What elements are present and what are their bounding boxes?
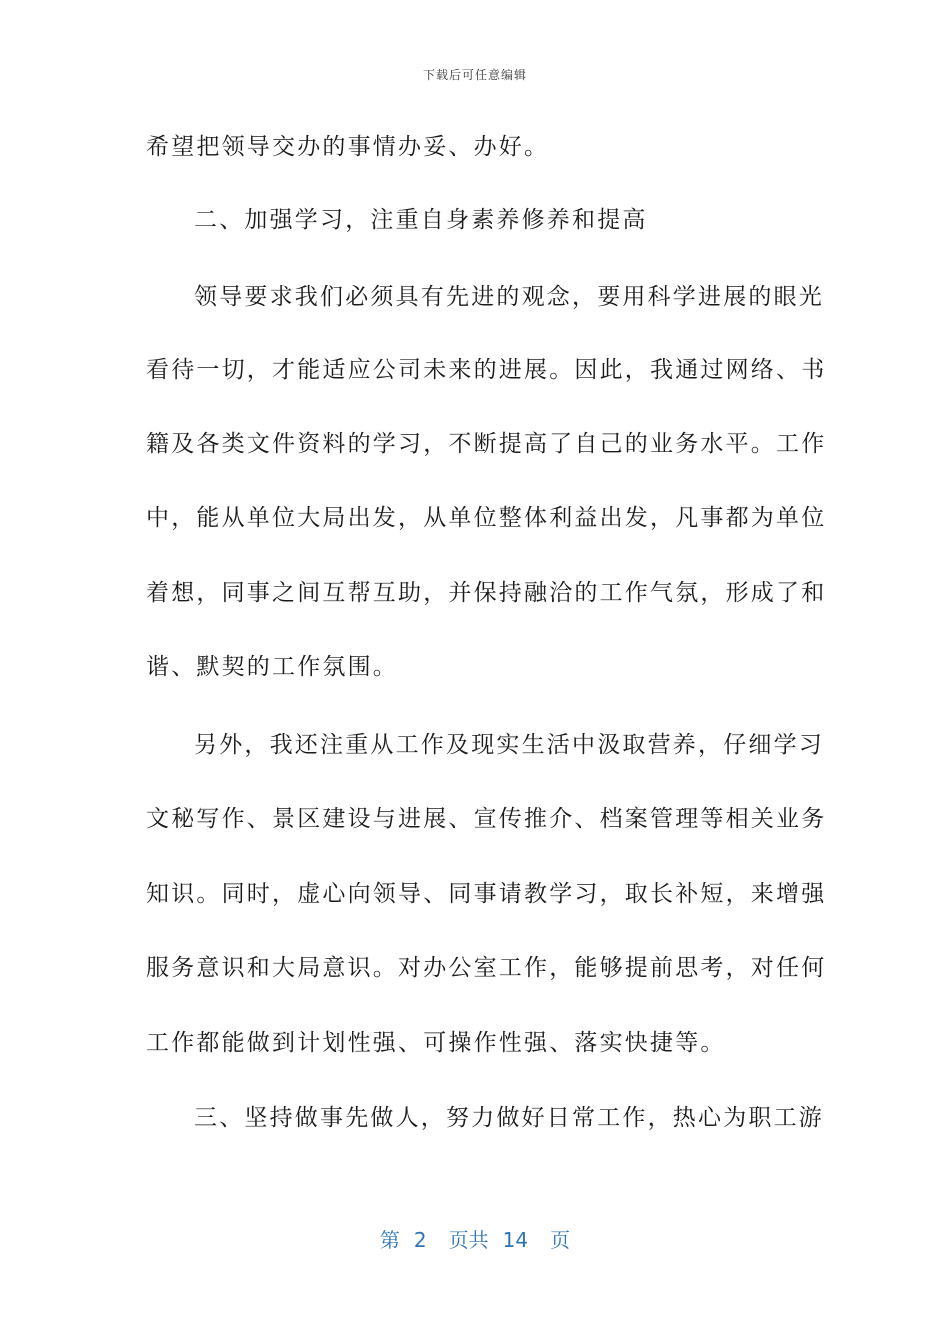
paragraph-line: 服务意识和大局意识。对办公室工作，能够提前思考，对任何 — [146, 955, 827, 981]
section-heading: 二、加强学习，注重自身素养修养和提高 — [194, 207, 648, 233]
paragraph-line: 知识。同时，虚心向领导、同事请教学习，取长补短，来增强 — [146, 881, 827, 907]
paragraph-line: 看待一切，才能适应公司未来的进展。因此，我通过网络、书 — [146, 357, 827, 383]
paragraph-line: 希望把领导交办的事情办妥、办好。 — [146, 134, 550, 160]
paragraph-line: 着想，同事之间互帮互助，并保持融洽的工作气氛，形成了和 — [146, 580, 827, 606]
paragraph-line: 籍及各类文件资料的学习，不断提高了自己的业务水平。工作 — [146, 431, 827, 457]
page-prefix: 第 — [379, 1228, 400, 1252]
page-total: 14 — [502, 1228, 529, 1252]
paragraph-line: 领导要求我们必须具有先进的观念，要用科学进展的眼光 — [194, 284, 824, 310]
section-heading: 三、坚持做事先做人，努力做好日常工作，热心为职工游 — [194, 1105, 824, 1131]
page-mid: 页共 — [448, 1228, 489, 1252]
paragraph-line: 中，能从单位大局出发，从单位整体利益出发，凡事都为单位 — [146, 505, 827, 531]
paragraph-line: 另外，我还注重从工作及现实生活中汲取营养，仔细学习 — [194, 732, 824, 758]
page-suffix: 页 — [550, 1228, 571, 1252]
paragraph-line: 谐、默契的工作氛围。 — [146, 654, 398, 680]
page-number-footer — [0, 1224, 950, 1253]
paragraph-line: 工作都能做到计划性强、可操作性强、落实快捷等。 — [146, 1030, 726, 1056]
paragraph-line: 文秘写作、景区建设与进展、宣传推介、档案管理等相关业务 — [146, 806, 827, 832]
page-current: 2 — [413, 1228, 427, 1252]
header-note: 下载后可任意编辑 — [422, 68, 527, 82]
